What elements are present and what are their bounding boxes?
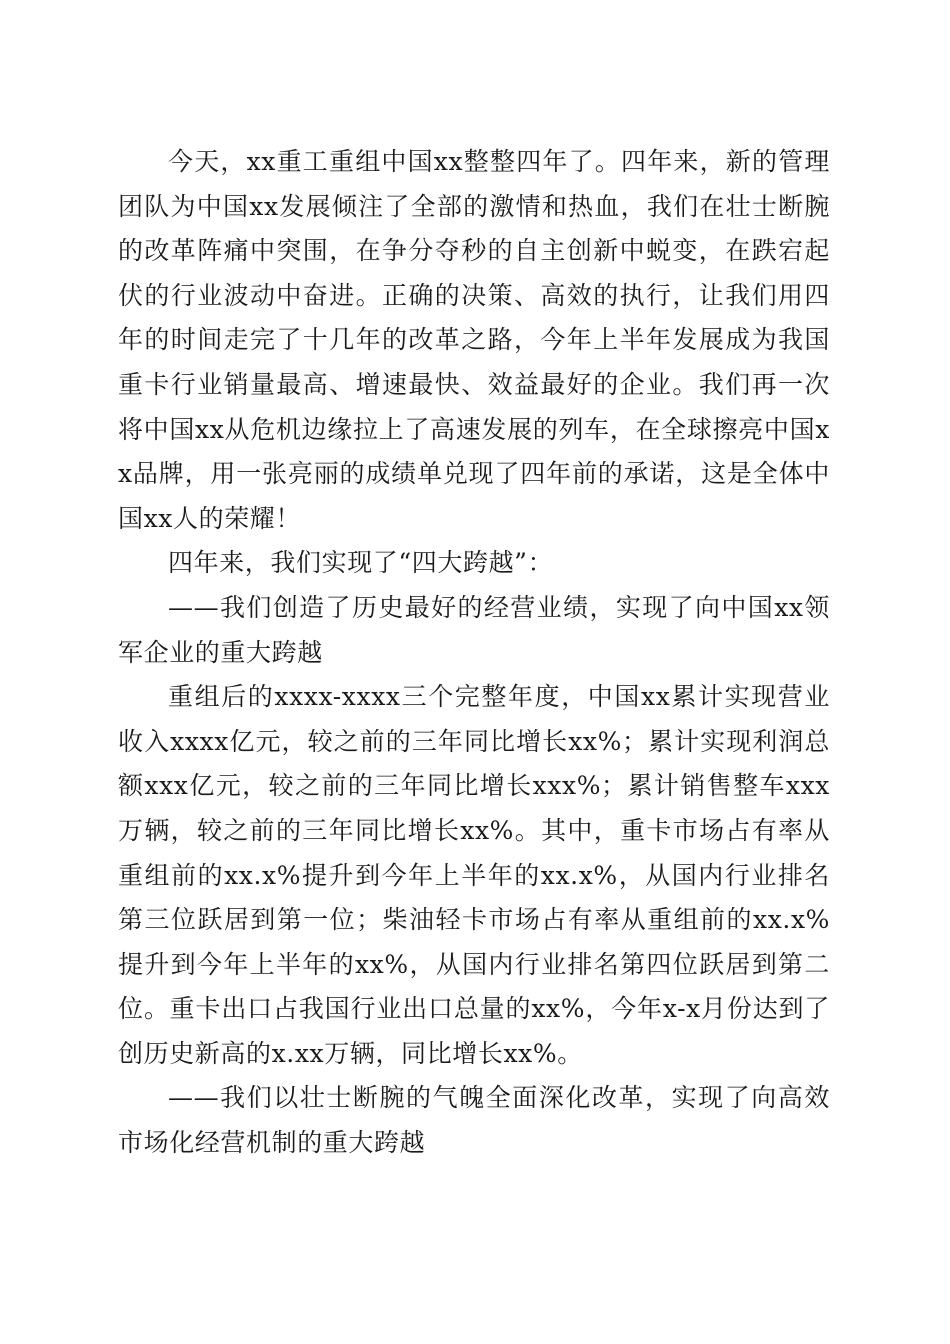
paragraph-leap-one-details: 重组后的xxxx-xxxx三个完整年度，中国xx累计实现营业收入xxxx亿元，较之前的三年同比增长xx%；累计实现利润总额xxx亿元，较之前的三年同比增长xxx%；累计销售整车xxx万辆，较之前的三年同比增长xx%。其中，重卡市场占有率从重组前的xx.x%提升到今年上半年的xx.x%，从国内行业排名第三位跃居到第一位；柴油轻卡市场占有率从重组前的xx.x%提升到今年上半年的xx%，从国内行业排名第四位跃居到第二位。重卡出口占我国行业出口总量的xx%，今年x-x月份达到了创历史新高的x.xx万辆，同比增长xx%。: [118, 682, 830, 1068]
paragraph-four-leaps: 四年来，我们实现了“四大跨越”：: [168, 548, 554, 578]
paragraph-leap-two-heading: ——我们以壮士断腕的气魄全面深化改革，实现了向高效市场化经营机制的重大跨越: [118, 1083, 830, 1158]
document-body: [118, 140, 830, 1166]
paragraph-intro: 今天，xx重工重组中国xx整整四年了。四年来，新的管理团队为中国xx发展倾注了全部的激情和热血，我们在壮士断腕的改革阵痛中突围，在争分夺秒的自主创新中蜕变，在跌宕起伏的行业波动中奋进。正确的决策、高效的执行，让我们用四年的时间走完了十几年的改革之路，今年上半年发展成为我国重卡行业销量最高、增速最快、效益最好的企业。我们再一次将中国xx从危机边缘拉上了高速发展的列车，在全球擦亮中国xx品牌，用一张亮丽的成绩单兑现了四年前的承诺，这是全体中国xx人的荣耀！: [118, 147, 830, 533]
paragraph-leap-one-heading: ——我们创造了历史最好的经营业绩，实现了向中国xx领军企业的重大跨越: [118, 592, 830, 667]
